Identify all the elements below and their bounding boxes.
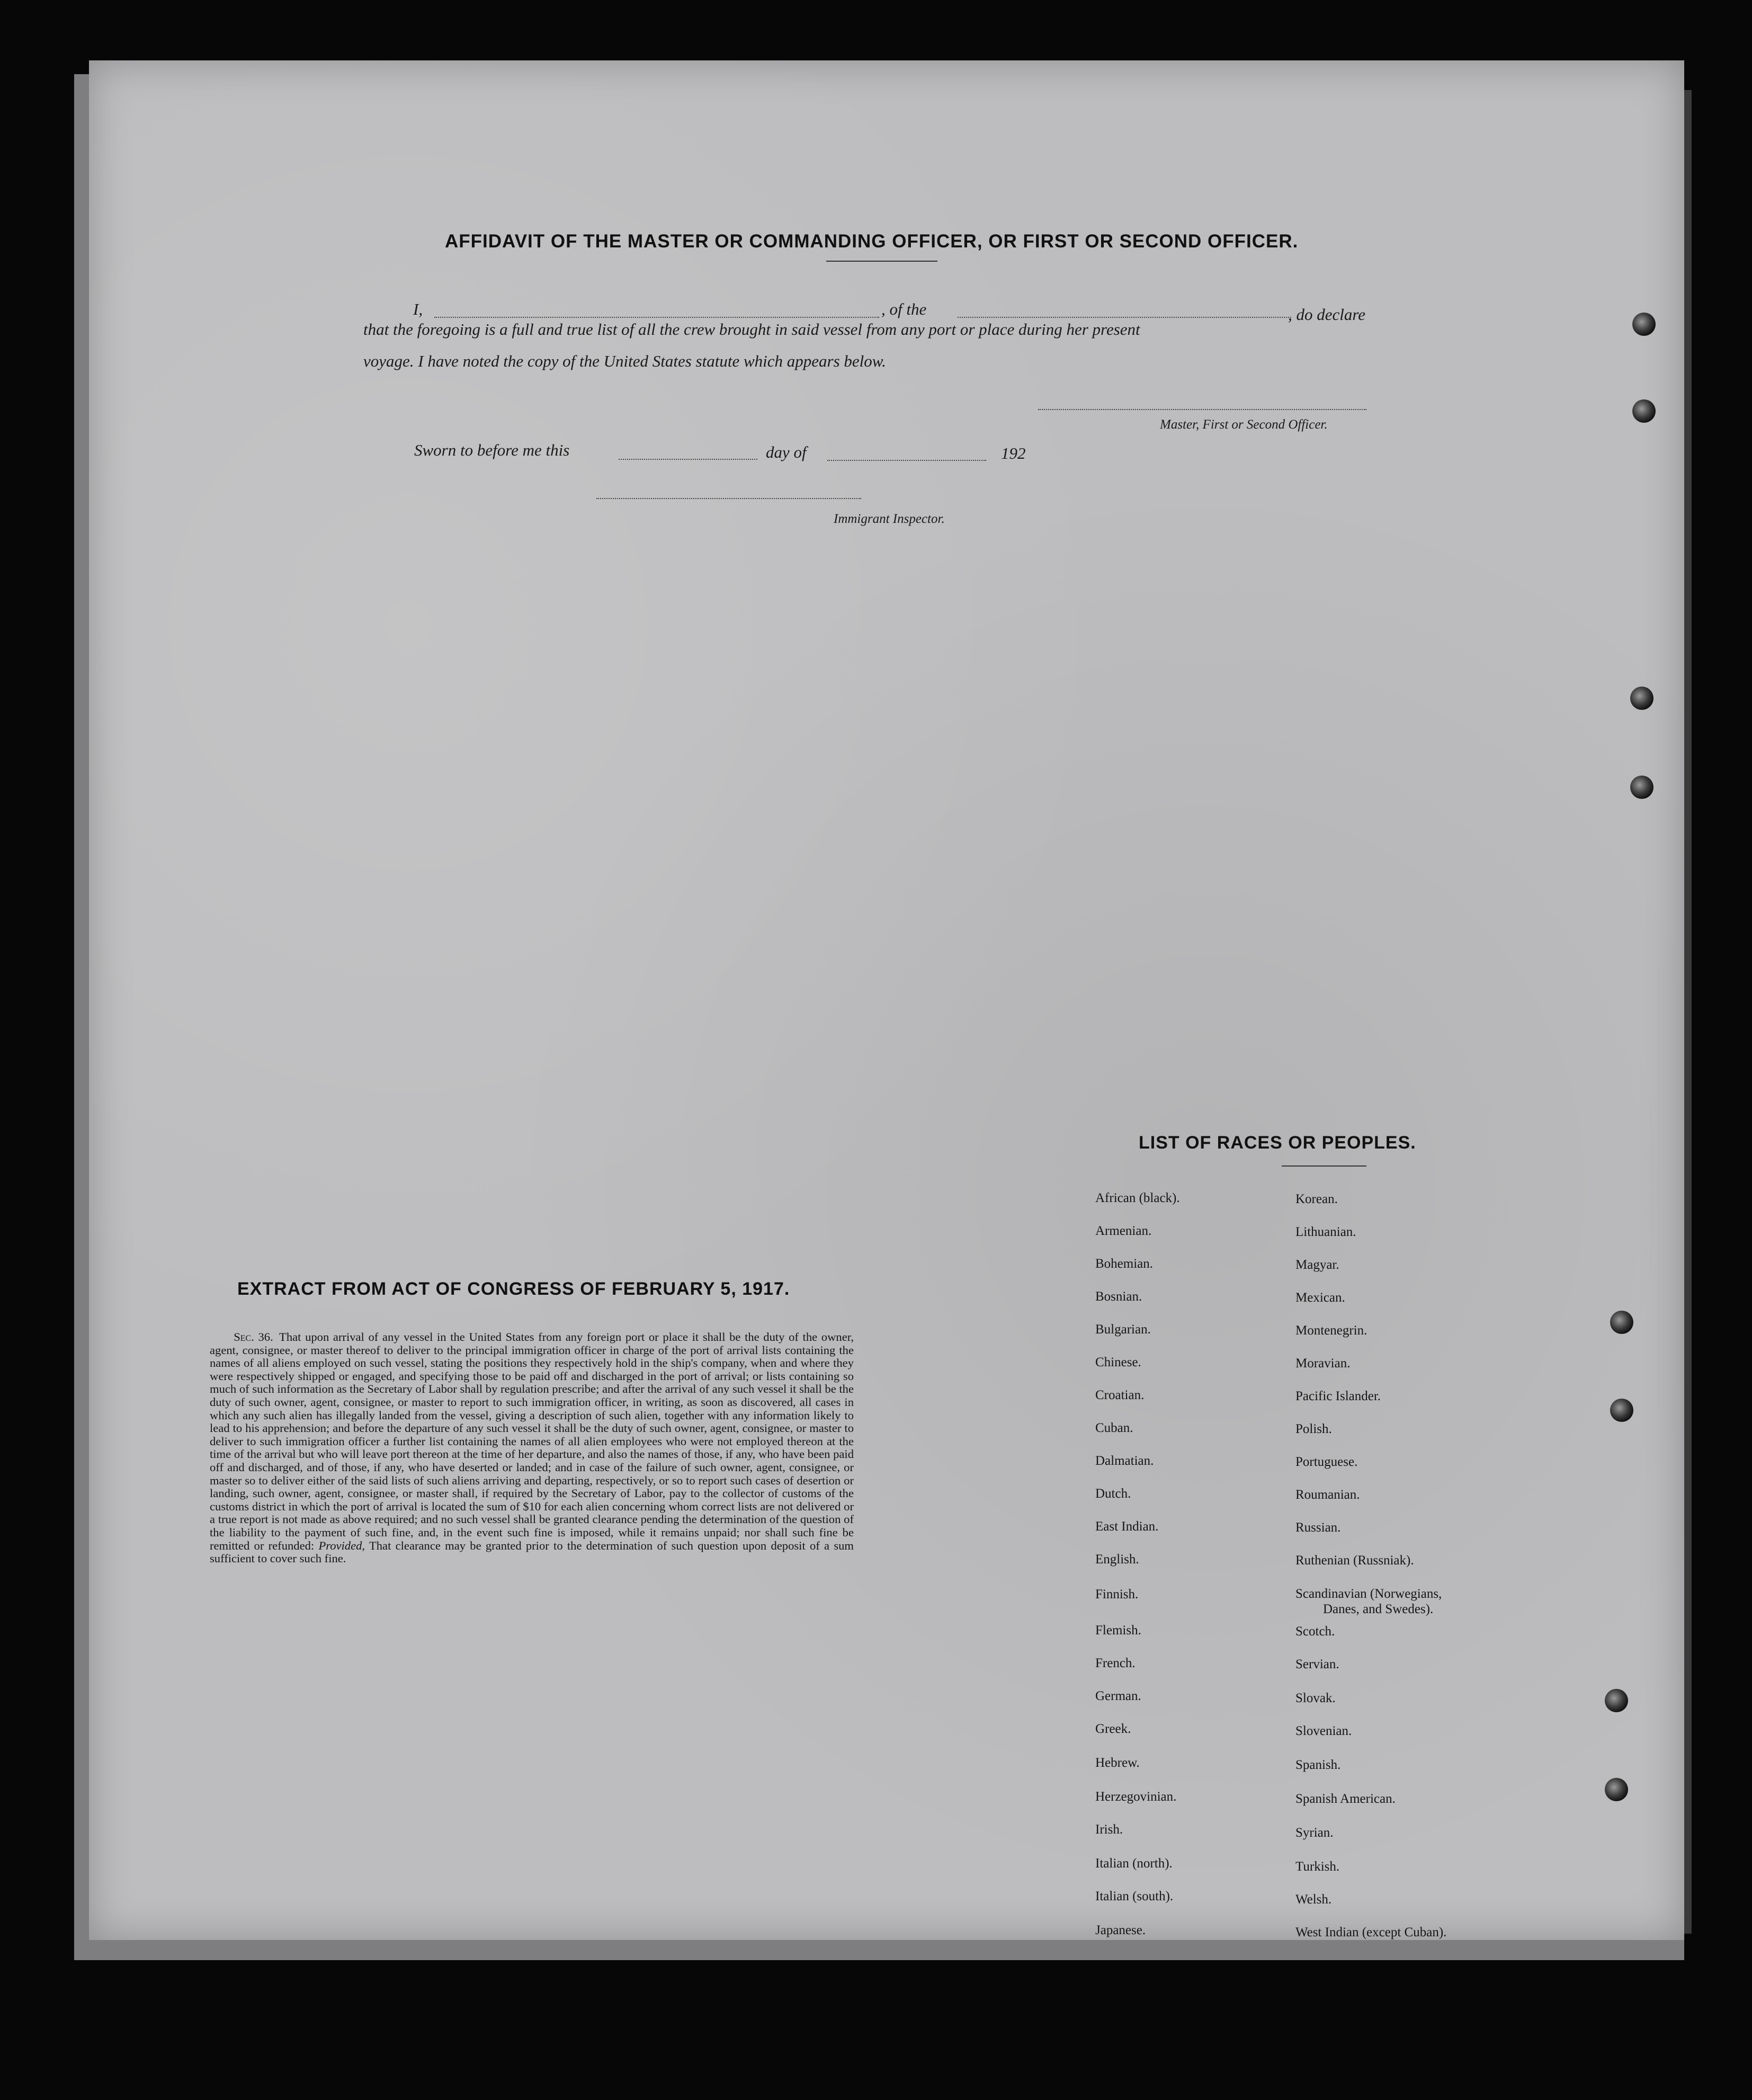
- sheet-edge: [1684, 90, 1692, 1934]
- affidavit-of-the: , of the: [881, 300, 927, 318]
- race-item: Montenegrin.: [1295, 1323, 1367, 1338]
- statute-provided: Provided,: [318, 1538, 365, 1552]
- race-item: Scotch.: [1295, 1624, 1335, 1639]
- race-item: African (black).: [1095, 1191, 1180, 1205]
- sworn-day-blank: [619, 459, 757, 460]
- race-item: Roumanian.: [1295, 1488, 1360, 1502]
- race-item: Lithuanian.: [1295, 1225, 1356, 1239]
- binder-hole-icon: [1632, 313, 1656, 336]
- race-item: Polish.: [1295, 1422, 1332, 1436]
- statute-body-part1: That upon arrival of any vessel in the United States from any foreign port or place it shall be the duty of the owner, agent, consignee, or master thereof to deliver to the principal immigration officer in charge of the port of arrival lists containing the names of all aliens employed on such vessel, stating the positions they respectively hold in the ship's company, when and where they were respectively shipped or engaged, and specifying those to be paid off and discharged in the port of arrival; or lists containing so much of such information as the Secretary of Labor shall by regulation prescribe; and after the arrival of any such vessel it shall be the duty of such owner, agent, consignee, or master to report to such immigration officer, in writing, as soon as discovered, all cases in which any such alien has illegally landed from the vessel, giving a description of such alien, together with any information likely to lead to his apprehension; and before the departure of any such vessel it shall be the duty of such owner, agent, consignee, or master to deliver to such immigration officer a further list containing the names of all alien employees who were not employed thereon at the time of the arrival but who will leave port thereon at the time of her departure, and also the names of those, if any, who have been paid off and discharged, and of those, if any, who have deserted or landed; and in case of the failure of such owner, agent, consignee, or master so to deliver either of the said lists of such aliens arriving and departing, respectively, or so to report such cases of desertion or landing, such owner, agent, consignee, or master shall, if required by the Secretary of Labor, pay to the collector of customs of the customs district in which the port of arrival is located the sum of $10 for each alien concerning whom correct lists are not delivered or a true report is not made as above required; and no such vessel shall be granted clearance pending the determination of the question of the liability to the payment of such fine, and, in the event such fine is imposed, while it remains unpaid; nor shall such fine be remitted or refunded:: [210, 1330, 854, 1552]
- race-item: Japanese.: [1095, 1923, 1146, 1937]
- race-item: East Indian.: [1095, 1519, 1159, 1534]
- race-item: Spanish.: [1295, 1758, 1341, 1772]
- binder-hole-icon: [1610, 1399, 1633, 1422]
- race-item: Cuban.: [1095, 1421, 1133, 1435]
- affidavit-line-3: voyage. I have noted the copy of the United States statute which appears below.: [363, 352, 886, 370]
- binder-hole-icon: [1630, 687, 1653, 710]
- race-item: Ruthenian (Russniak).: [1295, 1553, 1414, 1568]
- binder-hole-icon: [1610, 1311, 1633, 1334]
- statute-body-part2: That clearance may be granted prior to the determination of such question upon deposit of a sum sufficient to cover such fine.: [210, 1538, 854, 1565]
- race-item: Irish.: [1095, 1822, 1123, 1837]
- race-item: Turkish.: [1295, 1859, 1340, 1874]
- race-item: Slovak.: [1295, 1691, 1336, 1705]
- race-item: Welsh.: [1295, 1892, 1332, 1907]
- master-signature-line: [1038, 409, 1366, 410]
- affidavit-declare: , do declare: [1288, 305, 1366, 324]
- race-item: Bulgarian.: [1095, 1322, 1151, 1337]
- race-item: French.: [1095, 1656, 1136, 1670]
- statute-text: [210, 1331, 854, 1565]
- statute-section-label: Sec. 36.: [234, 1330, 273, 1343]
- race-item: Bohemian.: [1095, 1257, 1154, 1271]
- day-of-text: day of: [766, 443, 807, 461]
- race-item: Flemish.: [1095, 1623, 1141, 1638]
- race-item: German.: [1095, 1689, 1141, 1703]
- document-sheet: [89, 60, 1684, 1940]
- race-item: Servian.: [1295, 1657, 1339, 1671]
- race-item-line: Danes, and Swedes).: [1323, 1602, 1434, 1616]
- race-item: Dutch.: [1095, 1487, 1131, 1501]
- race-item: Russian.: [1295, 1520, 1341, 1535]
- master-signature-label: Master, First or Second Officer.: [1160, 417, 1328, 432]
- binder-hole-icon: [1632, 399, 1656, 423]
- affidavit-line-2: that the foregoing is a full and true list of all the crew brought in said vessel from any port or place during her present: [363, 320, 1140, 339]
- race-item: Italian (south).: [1095, 1889, 1174, 1903]
- affidavit-heading: AFFIDAVIT OF THE MASTER OR COMMANDING OFFICER, OR FIRST OR SECOND OFFICER.: [445, 231, 1299, 252]
- affidavit-i: I,: [413, 300, 423, 318]
- race-item: [1295, 1586, 1518, 1617]
- sworn-month-blank: [827, 460, 986, 461]
- name-blank: [434, 317, 879, 318]
- extract-heading: EXTRACT FROM ACT OF CONGRESS OF FEBRUARY 5, 1917.: [237, 1279, 790, 1299]
- race-item: Pacific Islander.: [1295, 1389, 1381, 1403]
- races-heading: LIST OF RACES OR PEOPLES.: [1139, 1133, 1416, 1153]
- race-item: Dalmatian.: [1095, 1454, 1154, 1468]
- race-item: Slovenian.: [1295, 1724, 1352, 1738]
- race-item: Greek.: [1095, 1722, 1131, 1736]
- race-item: Croatian.: [1095, 1388, 1145, 1402]
- race-item: Bosnian.: [1095, 1289, 1142, 1304]
- year-text: 192: [1001, 444, 1026, 462]
- sworn-before-text: Sworn to before me this: [414, 441, 570, 459]
- binder-hole-icon: [1605, 1778, 1628, 1801]
- race-item: Syrian.: [1295, 1826, 1334, 1840]
- races-heading-rule: [1282, 1165, 1366, 1167]
- race-item: Spanish American.: [1295, 1792, 1396, 1806]
- inspector-signature-line: [596, 498, 861, 499]
- race-item: Moravian.: [1295, 1356, 1351, 1371]
- race-item: Herzegovinian.: [1095, 1790, 1177, 1804]
- race-item: Portuguese.: [1295, 1455, 1358, 1469]
- race-item-line: Scandinavian (Norwegians,: [1295, 1587, 1442, 1601]
- race-item: English.: [1095, 1552, 1139, 1567]
- inspector-signature-label: Immigrant Inspector.: [834, 512, 945, 526]
- binder-hole-icon: [1605, 1689, 1628, 1712]
- race-item: Italian (north).: [1095, 1856, 1173, 1871]
- race-item: Korean.: [1295, 1192, 1338, 1206]
- binder-hole-icon: [1630, 776, 1653, 799]
- race-item: West Indian (except Cuban).: [1295, 1925, 1447, 1939]
- affidavit-heading-rule: [826, 261, 937, 262]
- race-item: Mexican.: [1295, 1291, 1345, 1305]
- race-item: Magyar.: [1295, 1258, 1339, 1272]
- race-item: Armenian.: [1095, 1224, 1152, 1238]
- race-item: Finnish.: [1095, 1587, 1139, 1601]
- race-item: Hebrew.: [1095, 1756, 1140, 1770]
- vessel-blank: [958, 317, 1291, 318]
- race-item: Chinese.: [1095, 1355, 1141, 1369]
